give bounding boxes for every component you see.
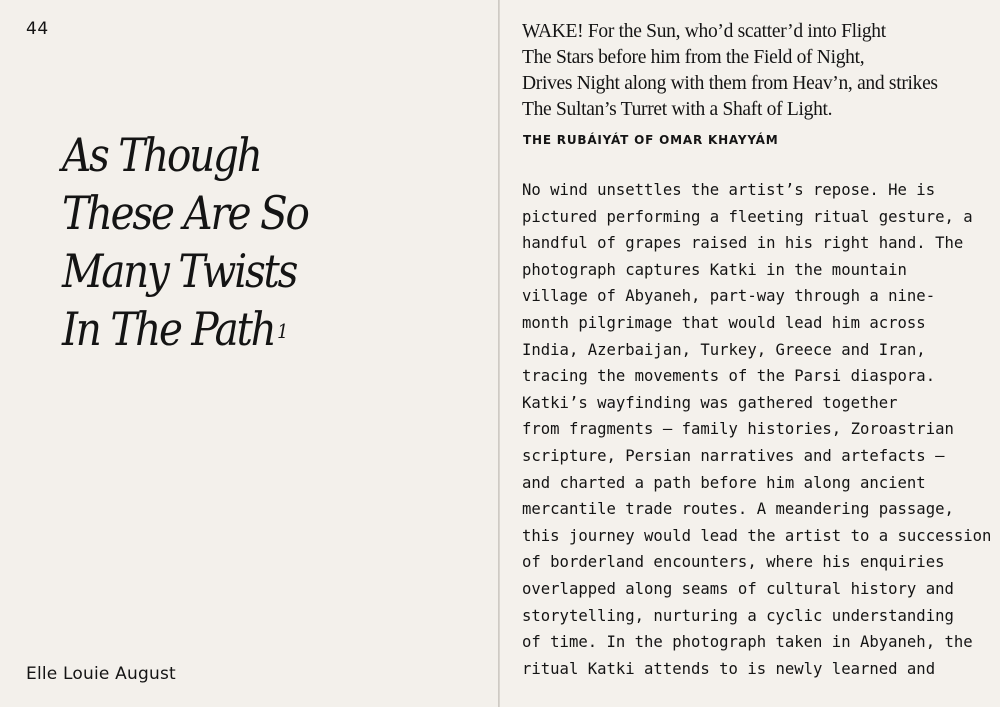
epigraph-line: The Sultan’s Turret with a Shaft of Light. [522, 99, 833, 120]
body-line: of time. In the photograph taken in Abyaneh, the [522, 633, 973, 652]
title-line: These Are So [62, 186, 308, 240]
body-line: India, Azerbaijan, Turkey, Greece and Iran, [522, 340, 926, 359]
body-line: ritual Katki attends to is newly learned and [522, 659, 936, 678]
body-line: handful of grapes raised in his right hand. The [522, 234, 964, 253]
epigraph-line: The Stars before him from the Field of Night, [522, 47, 865, 68]
epigraph-line: WAKE! For the Sun, who’d scatter’d into Flight [522, 21, 886, 42]
body-line: No wind unsettles the artist’s repose. He is [522, 181, 936, 199]
body-line: of borderland encounters, where his enquiries [522, 553, 945, 572]
left-page [0, 0, 499, 707]
title-line-last [62, 300, 308, 358]
title-line-text: In The Path [62, 302, 275, 356]
footnote-marker[interactable]: 1 [277, 319, 289, 343]
title-line: As Though [62, 128, 261, 182]
body-line: this journey would lead the artist to a succession [522, 526, 992, 545]
title-line: Many Twists [62, 244, 297, 298]
body-line: from fragments — family histories, Zoroastrian [522, 420, 954, 439]
article-title [62, 126, 308, 358]
body-line: pictured performing a fleeting ritual gesture, a [522, 207, 973, 226]
body-line: storytelling, nurturing a cyclic understanding [522, 606, 954, 625]
body-line: month pilgrimage that would lead him across [522, 313, 926, 332]
body-line: mercantile trade routes. A meandering passage, [522, 500, 954, 519]
epigraph-line: Drives Night along with them from Heav’n, and strikes [522, 73, 938, 94]
epigraph-source: THE RUBÁIYÁT OF OMAR KHAYYÁM [523, 133, 779, 147]
body-line: Katki’s wayfinding was gathered together [522, 393, 898, 412]
body-line: overlapped along seams of cultural history and [522, 579, 954, 598]
author-name: Elle Louie August [26, 664, 176, 684]
page-number: 44 [26, 19, 49, 39]
body-paragraph [522, 177, 991, 682]
body-line: scripture, Persian narratives and artefacts — [522, 446, 945, 465]
body-line: tracing the movements of the Parsi diaspora. [522, 367, 936, 386]
body-line: and charted a path before him along ancient [522, 473, 926, 492]
epigraph [522, 19, 938, 123]
body-line: photograph captures Katki in the mountain [522, 260, 907, 279]
body-line: village of Abyaneh, part-way through a nine- [522, 287, 936, 306]
